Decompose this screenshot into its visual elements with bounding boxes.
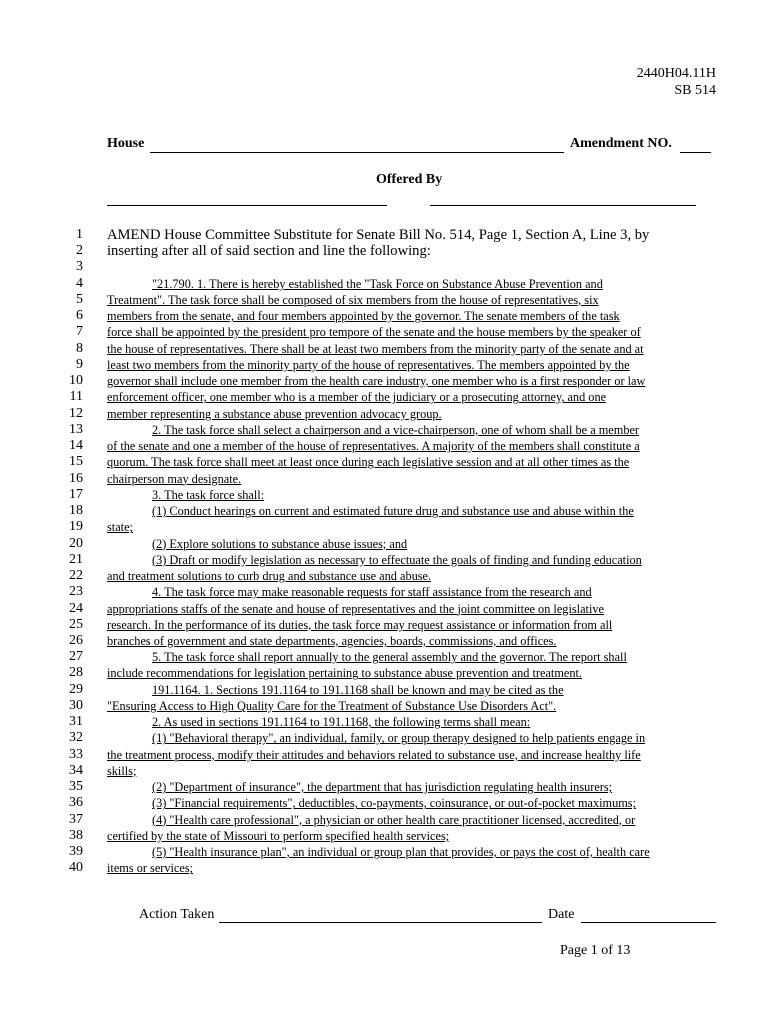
line-text: 191.1164. 1. Sections 191.1164 to 191.1168 shall be known and may be cited as the — [152, 682, 564, 697]
line-text: skills; — [107, 763, 137, 778]
offered-by-line-left — [107, 205, 387, 206]
line-number: 1 — [76, 227, 83, 242]
bill-code: 2440H04.11H — [636, 66, 716, 81]
line-text: the treatment process, modify their attitudes and behaviors related to substance use, and increase healthy life — [107, 747, 641, 762]
line-number: 25 — [69, 616, 83, 632]
line-text: research. In the performance of its duties, the task force may request assistance or information from all — [107, 617, 613, 632]
line-text: (1) "Behavioral therapy", an individual, family, or group therapy designed to help patients engage in — [152, 731, 646, 746]
offered-by-label: Offered By — [376, 172, 443, 187]
line-text: members from the senate, and four members appointed by the governor. The senate members of the task — [107, 309, 620, 324]
line-number: 10 — [69, 373, 83, 389]
line-number: 23 — [69, 584, 83, 600]
line-number: 29 — [69, 681, 83, 697]
line-text: least two members from the minority party of the house of representatives. The members appointed by the — [107, 357, 630, 372]
line-text: 3. The task force shall: — [152, 487, 265, 502]
line-number: 38 — [69, 827, 83, 843]
line-text: the house of representatives. There shall be at least two members from the minority party of the senate and at — [107, 341, 644, 356]
line-number: 8 — [76, 340, 83, 356]
line-text: include recommendations for legislation pertaining to substance abuse prevention and treatment. — [107, 666, 582, 681]
action-taken-label: Action Taken — [139, 907, 215, 922]
line-text: 2. As used in sections 191.1164 to 191.1168, the following terms shall mean: — [152, 715, 531, 730]
amendment-number-line — [680, 152, 711, 153]
line-number: 32 — [69, 730, 83, 746]
line-text: member representing a substance abuse prevention advocacy group. — [107, 406, 442, 421]
line-text: "Ensuring Access to High Quality Care for the Treatment of Substance Use Disorders Act". — [107, 698, 557, 713]
line-number: 30 — [69, 697, 83, 713]
line-number: 3 — [76, 259, 83, 275]
line-number: 7 — [76, 324, 83, 340]
line-number: 18 — [69, 503, 83, 519]
line-text: "21.790. 1. There is hereby established the "Task Force on Substance Abuse Prevention and — [152, 276, 603, 291]
action-taken-line — [219, 922, 542, 923]
line-number: 11 — [69, 389, 83, 405]
line-number: 35 — [69, 779, 83, 795]
line-number: 9 — [76, 356, 83, 372]
line-number: 16 — [69, 470, 83, 486]
line-text: branches of government and state departments, agencies, boards, commissions, and offices. — [107, 634, 557, 648]
line-number: 5 — [76, 291, 83, 307]
line-text: appropriations staffs of the senate and house of representatives and the joint committee on legislative — [107, 601, 604, 616]
date-label: Date — [548, 907, 575, 922]
line-number: 27 — [69, 649, 83, 665]
line-text: enforcement officer, one member who is a member of the judiciary or a prosecuting attorney, and one — [107, 390, 607, 405]
line-number: 28 — [69, 665, 83, 681]
house-line — [150, 152, 564, 153]
house-label: House — [107, 136, 145, 151]
line-number: 21 — [69, 551, 83, 567]
date-line — [581, 922, 716, 923]
bill-number: SB 514 — [674, 83, 716, 98]
line-text: (1) Conduct hearings on current and estimated future drug and substance use and abuse within the — [152, 504, 634, 519]
line-number: 33 — [69, 746, 83, 762]
line-text: (3) Draft or modify legislation as necessary to effectuate the goals of finding and funding education — [152, 552, 642, 567]
line-number: 17 — [69, 486, 83, 502]
line-number: 26 — [69, 633, 83, 648]
line-text: items or services; — [107, 861, 194, 876]
line-number: 12 — [69, 405, 83, 421]
page-number: Page 1 of 13 — [560, 943, 631, 958]
line-number: 2 — [76, 243, 83, 259]
offered-by-line-right — [430, 205, 696, 206]
line-number: 4 — [76, 275, 83, 291]
line-text: 4. The task force may make reasonable requests for staff assistance from the research and — [152, 585, 592, 600]
line-text: Treatment". The task force shall be composed of six members from the house of representatives, six — [107, 292, 599, 307]
line-text: certified by the state of Missouri to perform specified health services; — [107, 828, 450, 843]
line-number: 6 — [76, 308, 83, 324]
line-number: 14 — [69, 438, 83, 454]
line-text: (2) "Department of insurance", the department that has jurisdiction regulating health insurers; — [152, 780, 613, 795]
line-text: AMEND House Committee Substitute for Senate Bill No. 514, Page 1, Section A, Line 3, by — [107, 227, 650, 243]
line-text: inserting after all of said section and line the following: — [107, 243, 431, 260]
line-number: 19 — [69, 519, 83, 535]
line-number: 15 — [69, 454, 83, 470]
line-text: (5) "Health insurance plan", an individual or group plan that provides, or pays the cost of, health care — [152, 845, 650, 860]
line-text: of the senate and one a member of the house of representatives. A majority of the members shall constitute a — [107, 439, 640, 454]
line-number: 31 — [69, 714, 83, 730]
line-text: (2) Explore solutions to substance abuse issues; and — [152, 536, 408, 551]
line-number: 39 — [69, 844, 83, 860]
line-text: chairperson may designate. — [107, 471, 242, 486]
line-number: 13 — [69, 421, 83, 437]
line-number: 36 — [69, 795, 83, 811]
line-text: governor shall include one member from the health care industry, one member who is a first responder or law — [107, 374, 646, 389]
line-number: 34 — [69, 762, 83, 778]
line-number: 22 — [69, 568, 83, 584]
line-number: 37 — [69, 811, 83, 827]
line-text: state; — [107, 520, 133, 535]
line-text: force shall be appointed by the president pro tempore of the senate and the house members by the speaker of — [107, 325, 641, 340]
line-text: and treatment solutions to curb drug and substance use and abuse. — [107, 569, 432, 584]
line-text: 2. The task force shall select a chairperson and a vice-chairperson, one of whom shall be a member — [152, 422, 640, 437]
line-number: 20 — [69, 535, 83, 551]
line-text: 5. The task force shall report annually to the general assembly and the governor. The report shall — [152, 650, 627, 665]
line-text: quorum. The task force shall meet at least once during each legislative session and at all other times as the — [107, 455, 630, 470]
line-number: 40 — [69, 860, 83, 876]
amendment-label: Amendment NO. — [570, 136, 672, 151]
line-number: 24 — [69, 600, 83, 616]
line-text: (3) "Financial requirements", deductibles, co-payments, coinsurance, or out-of-pocket maximums; — [152, 796, 637, 811]
line-text: (4) "Health care professional", a physician or other health care practitioner licensed, accredited, or — [152, 812, 636, 827]
